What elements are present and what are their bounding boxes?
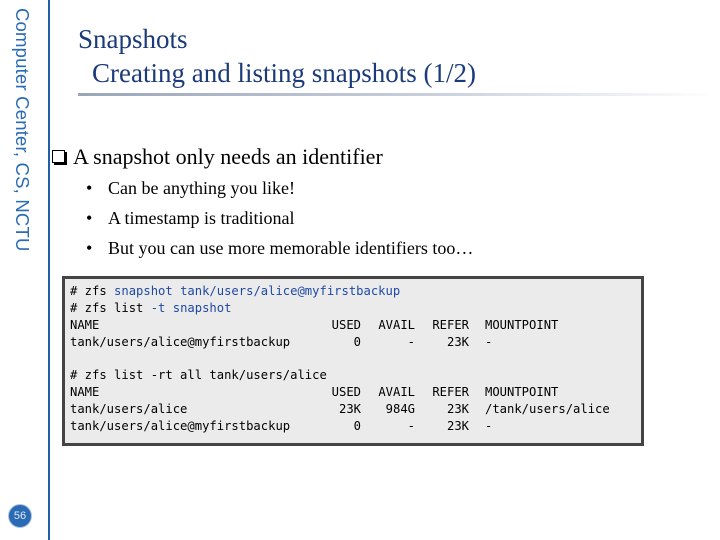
page-number: 56	[8, 504, 32, 528]
main-bullet	[52, 144, 383, 170]
terminal-command	[70, 283, 400, 300]
table-cell: -	[407, 419, 415, 433]
table-header-used: USED	[331, 318, 361, 332]
table-header-refer: REFER	[432, 385, 469, 399]
table-cell: tank/users/alice@myfirstbackup	[70, 335, 291, 349]
table-header-used: USED	[331, 385, 361, 399]
table-cell: 0	[353, 335, 361, 349]
table-header-avail: AVAIL	[378, 385, 415, 399]
sub-bullet-item	[86, 238, 473, 259]
table-header-name: NAME	[70, 318, 100, 332]
table-cell: 23K	[446, 335, 469, 349]
table-header-mountpoint: MOUNTPOINT	[485, 385, 559, 399]
main-bullet-text: A snapshot only needs an identifier	[73, 144, 383, 169]
bullet-dot-icon: •	[86, 238, 93, 258]
table-header-refer: REFER	[432, 318, 469, 332]
table-cell: 23K	[446, 402, 469, 416]
table-header-name: NAME	[70, 385, 100, 399]
table-cell: 23K	[338, 402, 361, 416]
table-cell: -	[485, 335, 493, 349]
sidebar-divider	[48, 0, 50, 540]
command-prompt: # zfs list	[70, 301, 151, 315]
table-cell: 23K	[446, 419, 469, 433]
terminal-output	[62, 276, 644, 446]
command-args: -t snapshot	[150, 301, 232, 315]
sub-bullet-text: A timestamp is traditional	[108, 208, 295, 228]
slide-title: Snapshots	[78, 24, 188, 54]
table-cell: 0	[353, 419, 361, 433]
table-cell: 984G	[385, 402, 415, 416]
sub-bullet-item	[86, 178, 295, 199]
table-cell: -	[485, 419, 493, 433]
command-prompt: # zfs	[70, 284, 115, 298]
table-cell: -	[407, 335, 415, 349]
sidebar	[0, 0, 48, 540]
command-args: snapshot tank/users/alice@myfirstbackup	[114, 284, 401, 298]
table-cell: /tank/users/alice	[485, 402, 610, 416]
table-cell: tank/users/alice@myfirstbackup	[70, 419, 291, 433]
terminal-command	[70, 300, 231, 317]
bullet-dot-icon: •	[86, 178, 93, 198]
sidebar-vertical-text: Computer Center, CS, NCTU	[12, 8, 33, 252]
checkbox-bullet-icon	[52, 150, 65, 163]
sub-bullet-text: Can be anything you like!	[108, 178, 295, 198]
table-header-mountpoint: MOUNTPOINT	[485, 318, 559, 332]
sub-bullet-text: But you can use more memorable identifiers too…	[108, 238, 474, 258]
sub-bullet-item	[86, 208, 294, 229]
title-divider	[78, 93, 720, 96]
bullet-dot-icon: •	[86, 208, 93, 228]
table-cell: tank/users/alice	[70, 402, 188, 416]
slide-subtitle: Creating and listing snapshots (1/2)	[92, 58, 476, 88]
table-header-avail: AVAIL	[378, 318, 415, 332]
terminal-command: # zfs list -rt all tank/users/alice	[70, 368, 327, 382]
